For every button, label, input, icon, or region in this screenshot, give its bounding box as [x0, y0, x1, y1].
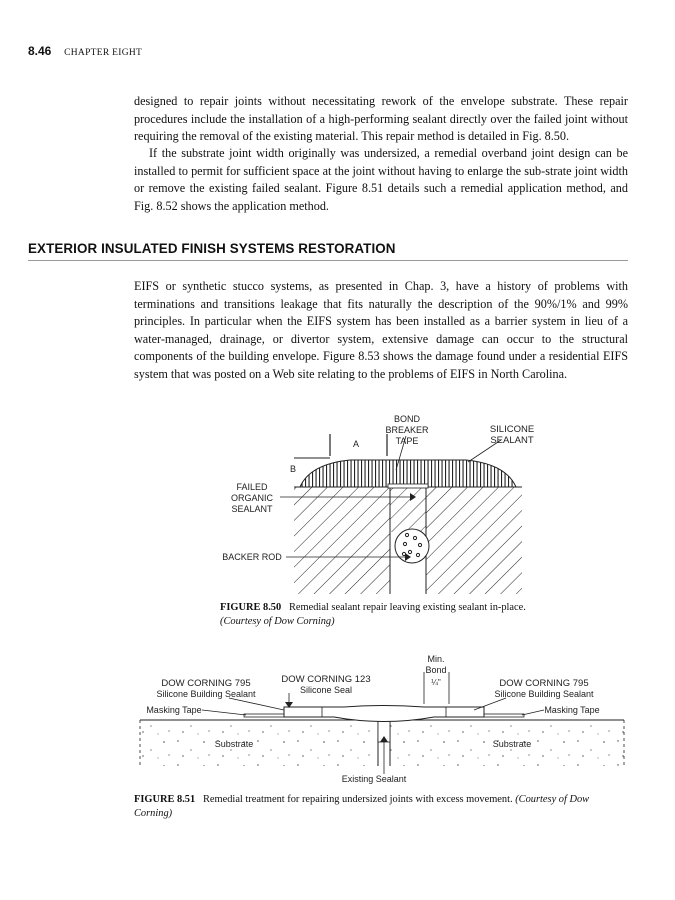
label-masking-tape-left: Masking Tape	[146, 705, 202, 715]
body-paragraph: designed to repair joints without necessitating rework of the envelope substrate. These repair procedures include the installation of a high-performing sealant directly over the failed joint without requiring the removal of the existing material. This repair method is detailed in Fig. 8.50.	[134, 94, 628, 144]
label-sealant-2: SEALANT	[231, 504, 273, 514]
section-heading: EXTERIOR INSULATED FINISH SYSTEMS RESTORATION	[28, 241, 396, 256]
left-substrate	[140, 720, 378, 766]
label-dc123-2: Silicone Seal	[299, 685, 353, 695]
body-paragraph: EIFS or synthetic stucco systems, as presented in Chap. 3, have a history of problems with terminations and transitions leakage that fits naturally the description of the 90%/1% and 99% principles. In particular when the EIFS system has been installed as a barrier system in lieu of a water-managed, drainage, or divertor system, extensive damage can occur to the structural components of the building envelope. Figure 8.53 shows the damage found under a residential EIFS system that was posted on a Web site relating to the problems of EIFS in North Carolina.	[134, 279, 628, 381]
bond-breaker-tape	[388, 484, 428, 488]
label-existing-sealant: Existing Sealant	[341, 774, 407, 784]
label-quarter-inch: ¼"	[431, 678, 441, 687]
label-masking-tape-right: Masking Tape	[544, 705, 600, 715]
figure-8-51-caption	[134, 793, 628, 821]
caption-text: Remedial sealant repair leaving existing sealant in-place.	[289, 602, 526, 613]
label-silicone: SILICONE	[489, 424, 535, 435]
label-sealant: SEALANT	[490, 435, 534, 446]
label-failed: FAILED	[236, 482, 268, 492]
label-dimension-b: B	[289, 464, 297, 474]
section-rule	[28, 260, 628, 261]
left-substrate	[294, 487, 390, 594]
label-dimension-a: A	[352, 439, 360, 449]
figure-8-50-caption	[220, 601, 550, 629]
page-number: 8.46	[28, 44, 52, 58]
label-dc795-left-2: Silicone Building Sealant	[156, 689, 256, 699]
caption-label: FIGURE 8.51	[134, 794, 196, 805]
label-breaker: BREAKER	[385, 425, 429, 435]
label-organic: ORGANIC	[230, 493, 274, 503]
label-tape: TAPE	[395, 436, 419, 446]
figure-8-51-diagram	[134, 640, 630, 788]
label-dc795-left-1: DOW CORNING 795	[161, 678, 251, 689]
chapter-title: CHAPTER EIGHT	[64, 48, 143, 58]
label-dc795-right-2: Silicone Building Sealant	[494, 689, 594, 699]
overband-sealant	[284, 706, 484, 722]
body-paragraph: If the substrate joint width originally was undersized, a remedial overband joint design can be installed to permit for sufficient space at the joint without having to enlarge the sub-strate joint width or remove the existing failed sealant. Figure 8.51 details such a remedial application method, and Fig. 8.52 shows the application method.	[134, 146, 628, 213]
running-header	[28, 44, 142, 58]
silicone-sealant-cap	[300, 460, 516, 487]
caption-label: FIGURE 8.50	[220, 602, 282, 613]
masking-tape-right	[484, 714, 524, 717]
figure-8-50-diagram	[200, 412, 560, 598]
label-backer-rod: BACKER ROD	[222, 552, 282, 562]
masking-tape-left	[244, 714, 284, 717]
label-bond: BOND	[393, 414, 421, 424]
failed-sealant	[390, 487, 426, 532]
backer-rod	[395, 529, 429, 563]
label-substrate-left: Substrate	[214, 739, 254, 749]
caption-text: Remedial treatment for repairing undersized joints with excess movement.	[203, 794, 513, 805]
right-substrate	[426, 487, 522, 594]
caption-credit: (Courtesy of Dow Corning)	[134, 794, 590, 819]
label-substrate-right: Substrate	[492, 739, 532, 749]
label-min: Min.	[427, 654, 445, 664]
label-bond: Bond	[425, 665, 447, 675]
label-dc795-right-1: DOW CORNING 795	[499, 678, 589, 689]
label-dc123-1: DOW CORNING 123	[281, 674, 371, 685]
caption-credit: (Courtesy of Dow Corning)	[220, 616, 335, 627]
